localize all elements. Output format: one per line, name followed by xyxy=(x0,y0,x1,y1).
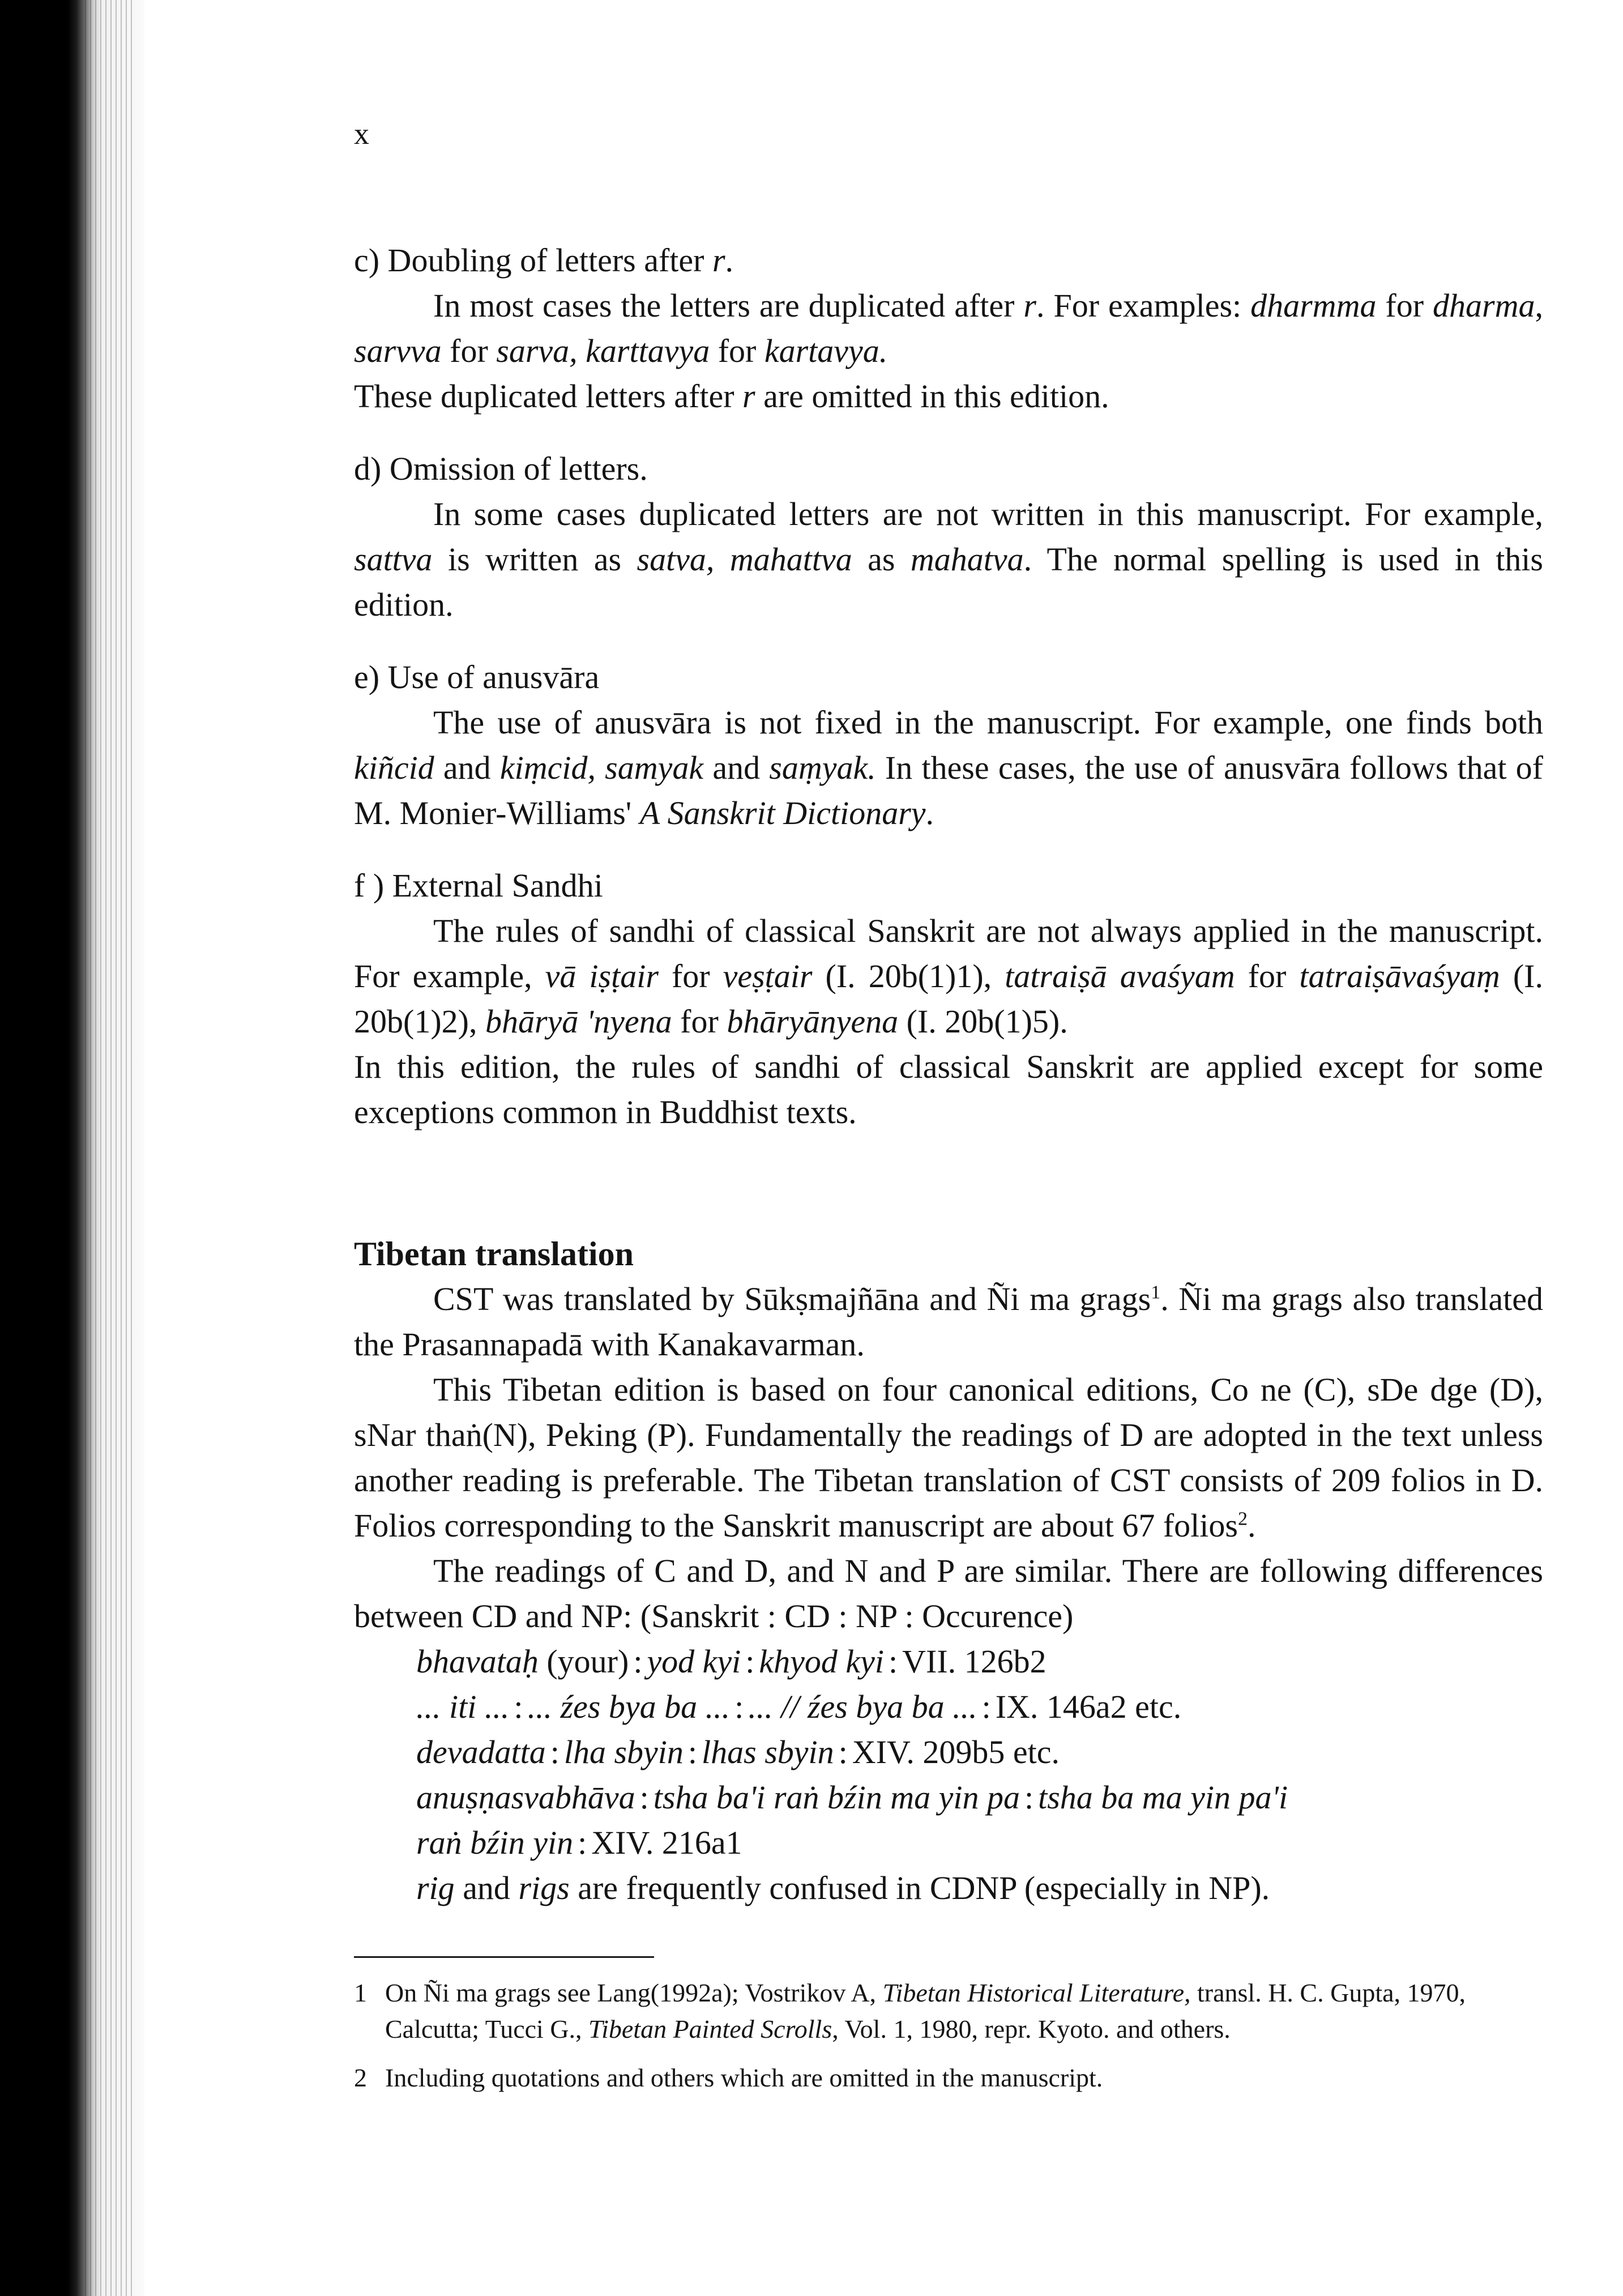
paragraph: The use of anusvāra is not fixed in the manuscript. For example, one finds both kiñcid and kiṃcid, samyak and saṃyak. In these cases, the use of anusvāra follows that of M. Monier-Williams' A Sanskrit Dictionary. xyxy=(354,704,1544,831)
reading-row: bhavataḥ (your) : yod kyi : khyod kyi : VII. 126b2 xyxy=(416,1643,1047,1680)
reading-row: ... iti ... : ... źes bya ba ... : ... // źes bya ba ... : IX. 146a2 etc. xyxy=(416,1688,1182,1725)
footnote-text: On Ñi ma grags see Lang(1992a); Vostrikov A, Tibetan Historical Literature, transl. H. C. Gupta, 1970, Calcutta; Tucci G., Tibetan Painted Scrolls, Vol. 1, 1980, repr. Kyoto. and others. xyxy=(385,1978,1466,2043)
paragraph: CST was translated by Sūkṣmajñāna and Ñi ma grags$^1$. Ñi ma grags also translated the Prasannapadā with Kanakavarman. xyxy=(354,1281,1544,1363)
reading-row-continued: raṅ bźin yin : XIV. 216a1 xyxy=(416,1824,742,1861)
paragraph: In most cases the letters are duplicated after r. For examples: dharmma for dharma, sarvva for sarva, karttavya for kartavya. xyxy=(354,287,1543,369)
reading-row: devadatta : lha sbyin : lhas sbyin : XIV. 209b5 etc. xyxy=(416,1734,1060,1770)
footnote-number: 1 xyxy=(354,1978,367,2007)
paragraph: In some cases duplicated letters are not written in this manuscript. For example, sattva is written as satva, mahattva as mahatva. The normal spelling is used in this edition. xyxy=(354,496,1543,623)
section-doubling xyxy=(354,238,1543,419)
footnote-text: Including quotations and others which are omitted in the manuscript. xyxy=(385,2063,1103,2092)
section-omission xyxy=(354,446,1543,628)
footnote xyxy=(354,2060,1543,2096)
footnote-ref[interactable]: 2 xyxy=(1237,1508,1248,1530)
footnote-number: 2 xyxy=(354,2063,367,2092)
page-edges xyxy=(85,0,136,2296)
section-heading: e) Use of anusvāra xyxy=(354,659,600,695)
footnotes xyxy=(354,1975,1543,2096)
section-title: Tibetan translation xyxy=(354,1235,634,1273)
paragraph: The rules of sandhi of classical Sanskrit are not always applied in the manuscript. For example, vā iṣṭair for veṣṭair (I. 20b(1)1), tatraiṣā avaśyam for tatraiṣāvaśyaṃ (I. 20b(1)2), bhāryā 'nyena for bhāryānyena (I. 20b(1)5). xyxy=(354,912,1543,1040)
section-heading: d) Omission of letters. xyxy=(354,450,648,487)
section-sandhi xyxy=(354,863,1543,1135)
footnote-divider xyxy=(354,1956,654,1958)
paragraph: The readings of C and D, and N and P are similar. There are following differences between CD and NP: (Sanskrit : CD : NP : Occurence) xyxy=(354,1552,1543,1634)
paragraph: This Tibetan edition is based on four canonical editions, Co ne (C), sDe dge (D), sNar thaṅ(N), Peking (P). Fundamentally the readings of D are adopted in the text unless another reading is preferable. The Tibetan translation of CST consists of 209 folios in D. Folios corresponding to the Sanskrit manuscript are about 67 folios$^2$. xyxy=(354,1371,1543,1544)
section-heading: c) Doubling of letters after r. xyxy=(354,242,734,279)
page-number: x xyxy=(354,117,369,151)
section-anusvara xyxy=(354,655,1543,836)
paragraph: These duplicated letters after r are omitted in this edition. xyxy=(354,378,1109,415)
reading-row: anuṣṇasvabhāva : tsha ba'i raṅ bźin ma yin pa : tsha ba ma yin pa'i xyxy=(416,1779,1288,1816)
section-heading: f ) External Sandhi xyxy=(354,867,603,904)
paragraph: rig and rigs are frequently confused in CDNP (especially in NP). xyxy=(416,1870,1270,1906)
page-body xyxy=(354,238,1543,2109)
footnote xyxy=(354,1975,1543,2047)
paragraph: In this edition, the rules of sandhi of classical Sanskrit are applied except for some exceptions common in Buddhist texts. xyxy=(354,1048,1543,1130)
footnote-ref[interactable]: 1 xyxy=(1151,1282,1161,1303)
